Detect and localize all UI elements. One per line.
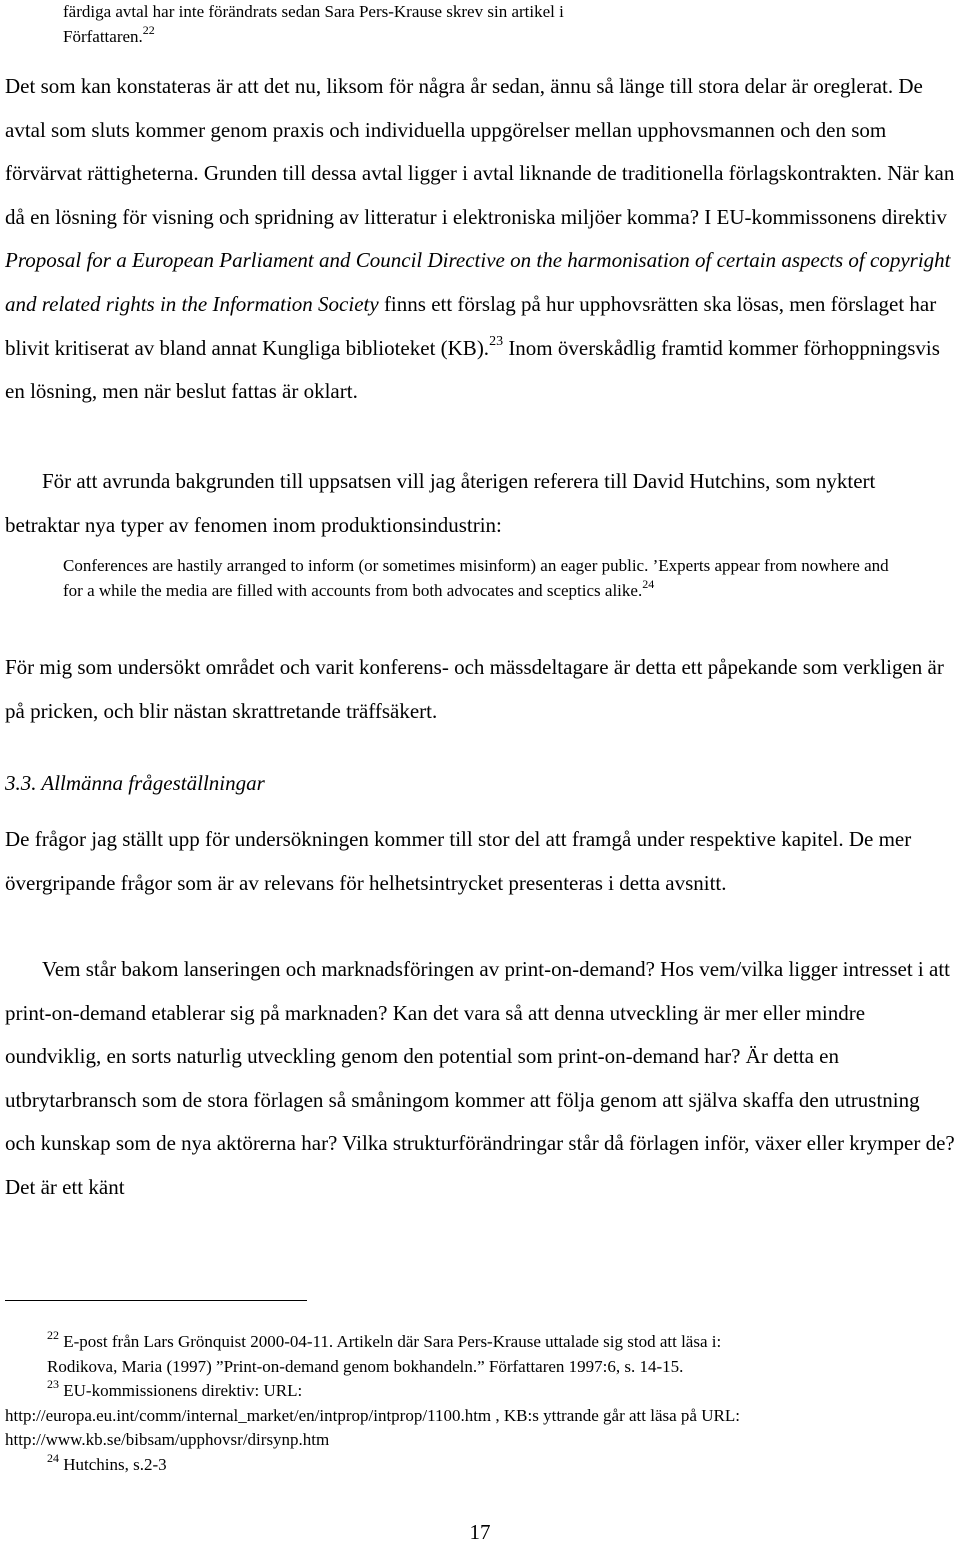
paragraph-1-text-c: Inom överskådlig framtid kommer förhoppningsvis en lösning, men när beslut fattas är oklart. (5, 335, 940, 404)
footnote-number: 22 (47, 1328, 59, 1342)
block-quote (63, 554, 893, 603)
paragraph-1 (5, 65, 955, 414)
paragraph-3 (5, 646, 955, 733)
footnote-23 (5, 1379, 955, 1453)
footnote-24-text: Hutchins, s.2-3 (59, 1454, 167, 1474)
footnote-22-line-1: E-post från Lars Grönquist 2000-04-11. Artikeln där Sara Pers-Krause uttalade sig stod att läsa i: (59, 1332, 722, 1351)
section-heading: 3.3. Allmänna frågeställningar (5, 771, 265, 795)
paragraph-4-text: De frågor jag ställt upp för undersökningen kommer till stor del att framgå under respektive kapitel. De mer övergripande frågor som är av relevans för helhetsintrycket presenteras i detta avsnitt. (5, 827, 912, 895)
paragraph-2-text: För att avrunda bakgrunden till uppsatsen vill jag återigen referera till David Hutchins, som nyktert betraktar nya typer av fenomen inom produktionsindustrin: (5, 469, 876, 537)
continuation-text (63, 0, 923, 49)
page-number: 17 (469, 1520, 491, 1544)
continuation-line-2: Författaren. (63, 26, 143, 46)
directive-title: Proposal for a European Parliament and Council Directive on the harmonisation of certain aspects of copyright and related rights in the Information Society (5, 248, 951, 316)
footnote-22-line-2: Rodikova, Maria (1997) ”Print-on-demand genom bokhandeln.” Författaren 1997:6, s. 14-15. (47, 1356, 684, 1376)
paragraph-5 (5, 948, 955, 1210)
paragraph-4 (5, 818, 955, 905)
footnotes (5, 1330, 955, 1477)
quote-text: Conferences are hastily arranged to inform (or sometimes misinform) an eager public. ’Experts appear from nowhere and for a while the media are filled with accounts from both advocates and sceptics alike. (63, 556, 889, 600)
footnote-23-line-1: EU-kommissionens direktiv: URL: (59, 1381, 303, 1400)
continuation-line-1: färdiga avtal har inte förändrats sedan Sara Pers-Krause skrev sin artikel i (63, 2, 564, 21)
footnote-23-url-2[interactable]: http://www.kb.se/bibsam/upphovsr/dirsynp.htm (5, 1430, 330, 1449)
paragraph-1-text-a: Det som kan konstateras är att det nu, liksom för några år sedan, ännu så länge till stora delar är oreglerat. De avtal som sluts kommer genom praxis och individuella uppgörelser mellan upphovsmannen och den som förvärvat rättigheterna. Grunden till dessa avtal ligger i avtal liknande de traditionella förlagskontrakten. När kan då en lösning för visning och spridning av litteratur i elektroniska miljöer komma? I EU-kommissonens direktiv (5, 74, 955, 229)
paragraph-2 (5, 460, 955, 547)
footnote-24 (5, 1450, 955, 1478)
footnote-ref-22[interactable]: 22 (142, 22, 155, 37)
paragraph-3-text: För mig som undersökt området och varit konferens- och mässdeltagare är detta ett påpekande som verkligen är på pricken, och blir nästan skrattretande träffsäkert. (5, 655, 944, 723)
paragraph-1-text-b: finns ett förslag på hur upphovsrätten ska lösas, men förslaget har blivit kritiserat av bland annat Kungliga biblioteket (KB). (5, 291, 937, 360)
footnote-number: 23 (47, 1377, 59, 1391)
footnote-ref-24[interactable]: 24 (642, 576, 655, 591)
footnote-number: 24 (47, 1450, 59, 1465)
footnote-23-url-1[interactable]: http://europa.eu.int/comm/internal_market/en/intprop/intprop/1100.htm , KB:s yttrande går att läsa på URL: (5, 1405, 740, 1425)
footnote-ref-23[interactable]: 23 (489, 333, 504, 349)
paragraph-5-text: Vem står bakom lanseringen och marknadsföringen av print-on-demand? Hos vem/vilka ligger intresset i att print-on-demand etablerar sig på marknaden? Kan det vara så att denna utveckling är mer eller mindre oundviklig, en sorts naturlig utveckling genom den potential som print-on-demand har? Är detta en utbrytarbransch som de stora förlagen så småningom kommer att följa genom att själva skaffa den utrustning och kunskap som de nya aktörerna har? Vilka strukturförändringar står då förlagen inför, växer eller krymper de? Det är ett känt (5, 957, 955, 1199)
footnote-separator (5, 1300, 307, 1301)
footnote-22 (5, 1330, 955, 1379)
